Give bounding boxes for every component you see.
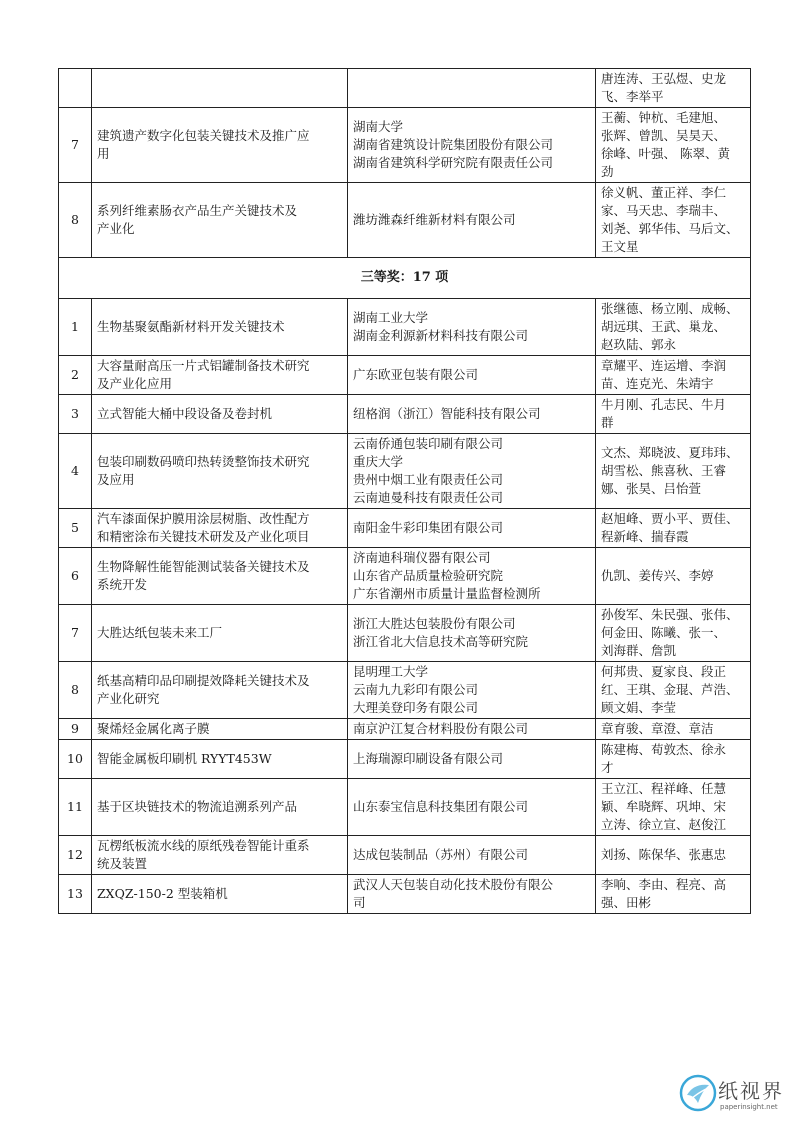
table-row: [59, 605, 751, 662]
project-name: ZXQZ-150-2 型装箱机: [92, 875, 348, 914]
project-name: 汽车漆面保护膜用涂层树脂、改性配方 和精密涂布关键技术研发及产业化项目: [92, 509, 348, 548]
row-number: 11: [59, 779, 92, 836]
project-name: 瓦楞纸板流水线的原纸残卷智能计重系 统及装置: [92, 836, 348, 875]
table-row: [59, 69, 751, 108]
table-row: [59, 395, 751, 434]
watermark-url: paperinsight.net: [720, 1103, 778, 1111]
completing-units: 南京沪江复合材料股份有限公司: [348, 719, 596, 740]
table-row: [59, 434, 751, 509]
project-name: 纸基高精印品印刷提效降耗关键技术及 产业化研究: [92, 662, 348, 719]
project-name: 包装印刷数码喷印热转烫整饰技术研究 及应用: [92, 434, 348, 509]
row-number: 10: [59, 740, 92, 779]
row-number: 2: [59, 356, 92, 395]
completing-persons: 张继德、杨立刚、成畅、 胡远琪、王武、巢龙、 赵玖陆、郭永: [596, 299, 751, 356]
project-name: 生物基聚氨酯新材料开发关键技术: [92, 299, 348, 356]
table-row: [59, 183, 751, 258]
completing-persons: 徐义帆、董正祥、李仁 家、马天忠、李瑞丰、 刘尧、郭华伟、马后文、 王文星: [596, 183, 751, 258]
row-number: 9: [59, 719, 92, 740]
project-name: 生物降解性能智能测试装备关键技术及 系统开发: [92, 548, 348, 605]
row-number: 8: [59, 662, 92, 719]
completing-units: 湖南大学 湖南省建筑设计院集团股份有限公司 湖南省建筑科学研究院有限责任公司: [348, 108, 596, 183]
table-row: [59, 719, 751, 740]
project-name: 大胜达纸包装未来工厂: [92, 605, 348, 662]
row-number: 4: [59, 434, 92, 509]
table-row: [59, 509, 751, 548]
completing-units: 云南侨通包装印刷有限公司 重庆大学 贵州中烟工业有限责任公司 云南迪曼科技有限责任公司: [348, 434, 596, 509]
completing-persons: 牛月刚、孔志民、牛月 群: [596, 395, 751, 434]
completing-units: 武汉人天包装自动化技术股份有限公 司: [348, 875, 596, 914]
completing-units: 达成包装制品（苏州）有限公司: [348, 836, 596, 875]
watermark: [678, 1067, 786, 1123]
completing-units: 昆明理工大学 云南九九彩印有限公司 大理美登印务有限公司: [348, 662, 596, 719]
project-name: 聚烯烃金属化离子膜: [92, 719, 348, 740]
paper-leaf-logo-icon: [678, 1073, 718, 1113]
project-name: 立式智能大桶中段设备及卷封机: [92, 395, 348, 434]
completing-persons: 仇凯、姜传兴、李婷: [596, 548, 751, 605]
completing-persons: 刘扬、陈保华、张惠忠: [596, 836, 751, 875]
completing-persons: 唐连涛、王弘煜、史龙 飞、李举平: [596, 69, 751, 108]
row-number: [59, 69, 92, 108]
completing-persons: 章耀平、连运增、李润 苗、连克光、朱靖宇: [596, 356, 751, 395]
project-name: 大容量耐高压一片式铝罐制备技术研究 及产业化应用: [92, 356, 348, 395]
project-name: 系列纤维素肠衣产品生产关键技术及 产业化: [92, 183, 348, 258]
completing-persons: 赵旭峰、贾小平、贾佳、 程新峰、揣春霞: [596, 509, 751, 548]
completing-persons: 王立江、程祥峰、任慧 颖、牟晓辉、巩坤、宋 立涛、徐立宣、赵俊江: [596, 779, 751, 836]
row-number: 8: [59, 183, 92, 258]
project-name: [92, 69, 348, 108]
completing-persons: 王蘅、钟杭、毛建旭、 张辉、曾凯、吴昊天、 徐峰、叶强、 陈翠、黄 劲: [596, 108, 751, 183]
section-heading: 三等奖：17 项: [59, 258, 751, 299]
completing-units: 上海瑞源印刷设备有限公司: [348, 740, 596, 779]
completing-persons: 陈建梅、荀敦杰、徐永 才: [596, 740, 751, 779]
project-name: 建筑遗产数字化包装关键技术及推广应 用: [92, 108, 348, 183]
row-number: 6: [59, 548, 92, 605]
table-row: [59, 836, 751, 875]
project-name: 基于区块链技术的物流追溯系列产品: [92, 779, 348, 836]
table-row: [59, 108, 751, 183]
row-number: 1: [59, 299, 92, 356]
completing-units: 纽格润（浙江）智能科技有限公司: [348, 395, 596, 434]
rows-before-section: [59, 69, 751, 258]
row-number: 5: [59, 509, 92, 548]
completing-persons: 李响、李由、程亮、高 强、田彬: [596, 875, 751, 914]
completing-units: 浙江大胜达包装股份有限公司 浙江省北大信息技术高等研究院: [348, 605, 596, 662]
row-number: 7: [59, 605, 92, 662]
row-number: 3: [59, 395, 92, 434]
table-row: [59, 740, 751, 779]
table-row: [59, 662, 751, 719]
table-row: [59, 299, 751, 356]
completing-units: 济南迪科瑞仪器有限公司 山东省产品质量检验研究院 广东省潮州市质量计量监督检测所: [348, 548, 596, 605]
section-row: [59, 258, 751, 299]
completing-persons: 章育骏、章澄、章洁: [596, 719, 751, 740]
row-number: 12: [59, 836, 92, 875]
watermark-title: 纸视界: [718, 1079, 784, 1103]
award-table: [58, 68, 751, 914]
completing-units: 广东欧亚包装有限公司: [348, 356, 596, 395]
completing-units: 山东泰宝信息科技集团有限公司: [348, 779, 596, 836]
completing-units: [348, 69, 596, 108]
completing-units: 南阳金牛彩印集团有限公司: [348, 509, 596, 548]
table-row: [59, 356, 751, 395]
rows-after-section: [59, 299, 751, 914]
completing-persons: 何邦贵、夏家良、段正 红、王琪、金琨、芦浩、 顾文娟、李莹: [596, 662, 751, 719]
row-number: 7: [59, 108, 92, 183]
completing-persons: 孙俊军、朱民强、张伟、 何金田、陈曦、张一、 刘海群、詹凯: [596, 605, 751, 662]
project-name: 智能金属板印刷机 RYYT453W: [92, 740, 348, 779]
table-row: [59, 779, 751, 836]
completing-persons: 文杰、郑晓波、夏玮玮、 胡雪松、熊喜秋、王睿 娜、张昊、吕怡萱: [596, 434, 751, 509]
table-row: [59, 548, 751, 605]
table-row: [59, 875, 751, 914]
completing-units: 潍坊潍森纤维新材料有限公司: [348, 183, 596, 258]
row-number: 13: [59, 875, 92, 914]
completing-units: 湖南工业大学 湖南金利源新材料科技有限公司: [348, 299, 596, 356]
